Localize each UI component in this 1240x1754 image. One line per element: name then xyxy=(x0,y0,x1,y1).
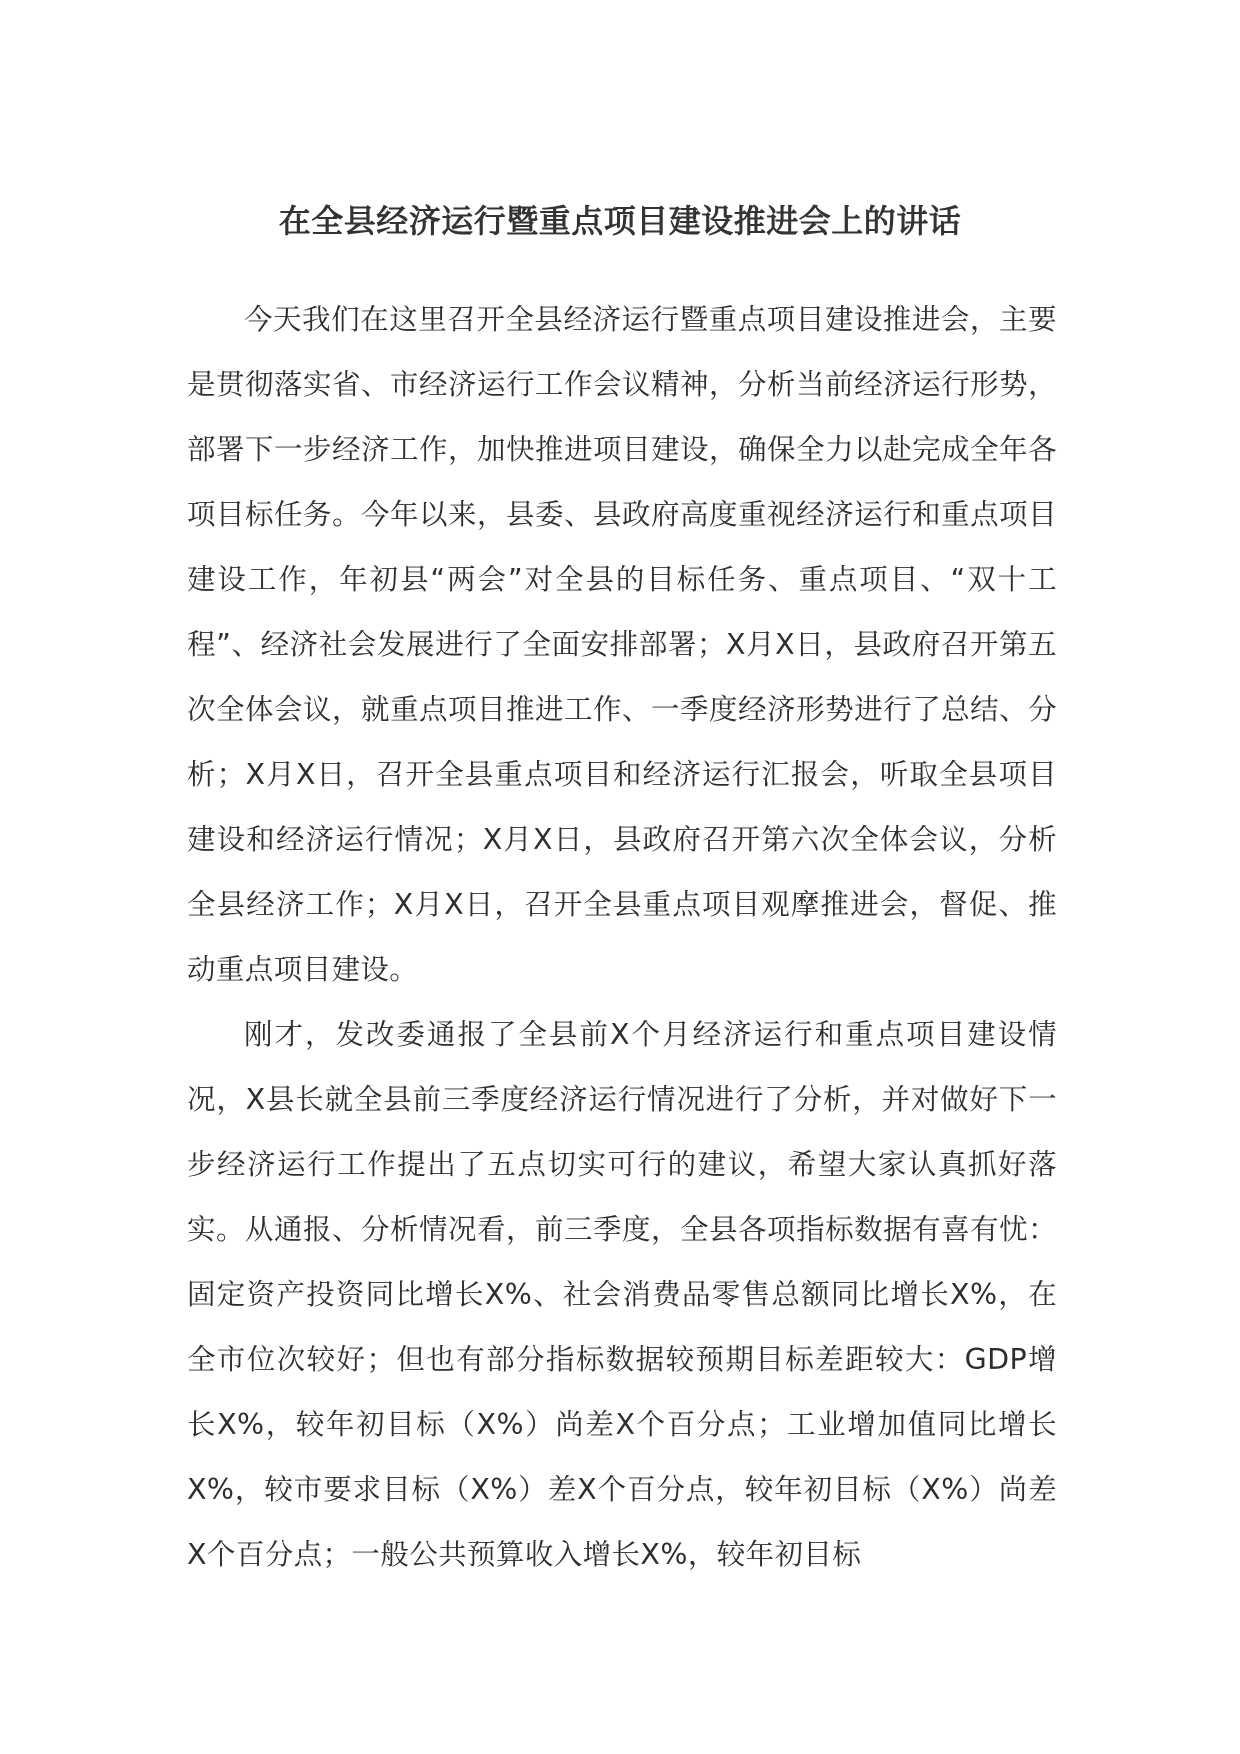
document-title: 在全县经济运行暨重点项目建设推进会上的讲话 xyxy=(278,202,962,240)
document-body xyxy=(187,287,1057,1587)
paragraph-2: 刚才，发改委通报了全县前X个月经济运行和重点项目建设情况，X县长就全县前三季度经济运行情况进行了分析，并对做好下一步经济运行工作提出了五点切实可行的建议，希望大家认真抓好落实。从通报、分析情况看，前三季度，全县各项指标数据有喜有忧：固定资产投资同比增长X%、社会消费品零售总额同比增长X%，在全市位次较好；但也有部分指标数据较预期目标差距较大：GDP增长X%，较年初目标（X%）尚差X个百分点；工业增加值同比增长X%，较市要求目标（X%）差X个百分点，较年初目标（X%）尚差X个百分点；一般公共预算收入增长X%，较年初目标 xyxy=(187,1018,1057,1571)
paragraph-1: 今天我们在这里召开全县经济运行暨重点项目建设推进会，主要是贯彻落实省、市经济运行工作会议精神，分析当前经济运行形势，部署下一步经济工作，加快推进项目建设，确保全力以赴完成全年各项目标任务。今年以来，县委、县政府高度重视经济运行和重点项目建设工作，年初县“两会”对全县的目标任务、重点项目、“双十工程”、经济社会发展进行了全面安排部署；X月X日，县政府召开第五次全体会议，就重点项目推进工作、一季度经济形势进行了总结、分析；X月X日，召开全县重点项目和经济运行汇报会，听取全县项目建设和经济运行情况；X月X日，县政府召开第六次全体会议，分析全县经济工作；X月X日，召开全县重点项目观摩推进会，督促、推动重点项目建设。 xyxy=(187,303,1057,986)
